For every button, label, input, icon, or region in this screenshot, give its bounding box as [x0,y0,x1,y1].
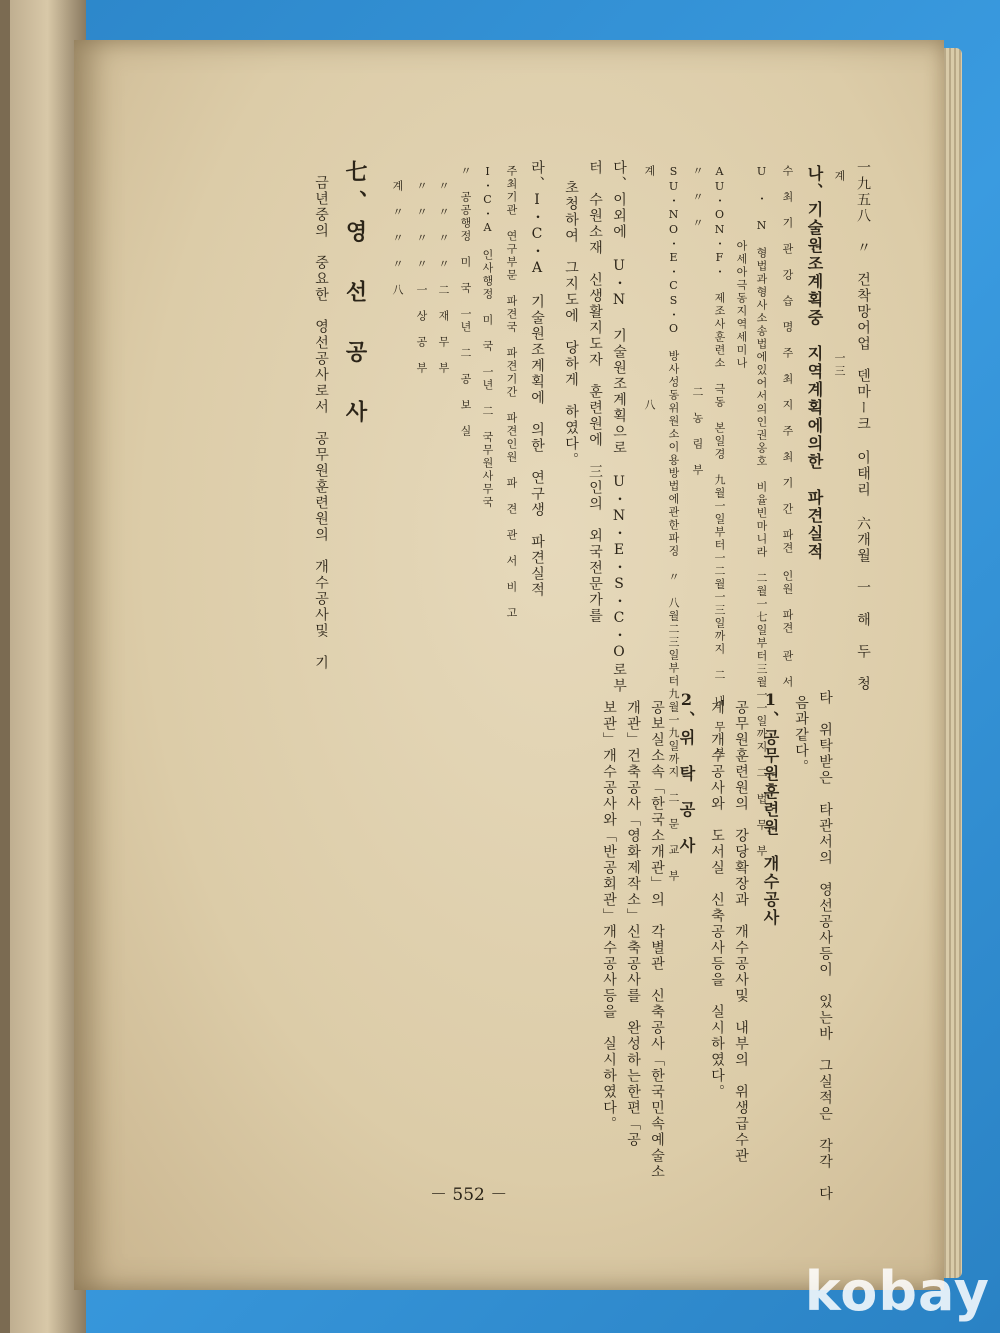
table-row-un-2: 아세아극동지역세미나 [735,240,748,565]
table-header: 수 최 기 관 강 습 명 주 최 지 주 최 기 간 파견 인원 파견 관 서 [781,165,794,689]
paragraph-lower-3: 공무원훈련원의 강당확장과 개수공사및 내부의 위생급수관 [733,700,749,1164]
ica-table-header: 주최기관 연구부문 파견국 파견기간 파견인원 파 견 관 서 비 고 [505,165,518,620]
section-heading-ra: 라、I・C・A 기술원조계획에 의한 연구생 파견실적 [529,160,545,598]
kobay-watermark: kobay [804,1260,990,1323]
ica-table-row-2: 〃 공공행정 미 국 一년 二 공 보 실 [459,165,472,438]
ica-table-row-4: 〃 〃 〃 〃 一 상 공 부 [415,180,428,375]
paragraph-lower-5: 공보실소속「한국소개관」의 각별관 신축공사「한국민속예술소 [649,700,665,1180]
table-row-su: SU・NO・E・CS・O 방사성동위원소이용방법에관한파징 〃 八월二三일부터九월一九일까지 二 문 교 부 [667,165,680,883]
ica-table-total: 계 〃 〃 〃 八 [391,180,404,297]
subheading-1: 1、공무원훈련원 개수공사 [761,690,780,927]
paragraph-da-2: 터 수원소재 신생활지도자 훈련원에 三인의 외국전문가를 [587,160,603,624]
table-row-un: U ・ N 형법과형사소송법에있어서의인권옹호 비율빈마니라 二월一七일부터三월一一일까지 二 법 무 부 [755,165,768,858]
paragraph-lower-6: 개관」건축공사「영화제작소」신축공사를 완성하는한편「공 [625,700,641,1148]
table-total-row: 계 一三 [833,170,846,378]
paragraph-da-1: 다、이외에 U・N 기술원조계획으로 U・N・E・S・C・O로부 [611,160,627,694]
ica-table-row-3: 〃 〃 〃 〃 二 재 무 부 [437,180,450,375]
paragraph-seven: 금년중의 중요한 영선공사로서 공무원훈련원의 개수공사및 기 [313,175,329,671]
paragraph-lower-7: 보관」개수공사와「반공회관」개수공사등을 실시하였다。 [601,700,617,1132]
table-row-1958: 一九五八 〃 건착망어업 덴마ー크 이태리 六개월 一 해 두 청 [855,160,871,692]
section-heading-na: 나、기술원조계획중 지역계획에의한 파견실적 [805,165,824,561]
ica-table-row-1: I・C・A 인사행정 미 국 一년 二 국무원사무국 [481,165,494,509]
table-row-au: AU・ON・F・ 제조사훈련소 극동 본일경 九월一일부터一二월一三일까지 二 내 무 부 [713,165,726,760]
table-total-row-2: 계 八 [643,165,656,412]
page-number: － 552 － [430,1185,508,1205]
section-heading-seven: 七、영 선 공 사 [342,160,368,430]
subheading-2: 2、위 탁 공 사 [677,690,696,855]
book-spine-shadow [0,0,10,1333]
paragraph-lower-4: 계 개수공사와 도서실 신축공사등을 실시하였다。 [709,700,725,1100]
paragraph-lower-2: 음과같다。 [793,695,809,775]
table-row-quote: 〃 〃 〃 二 농 림 부 [691,165,704,477]
paragraph-lower-1: 타 위탁받은 타관서의 영선공사등이 있는바 그실적은 각각 다 [817,690,833,1202]
book-page [74,40,944,1290]
paragraph-da-3: 초청하여 그지도에 당하게 하였다。 [563,180,579,468]
